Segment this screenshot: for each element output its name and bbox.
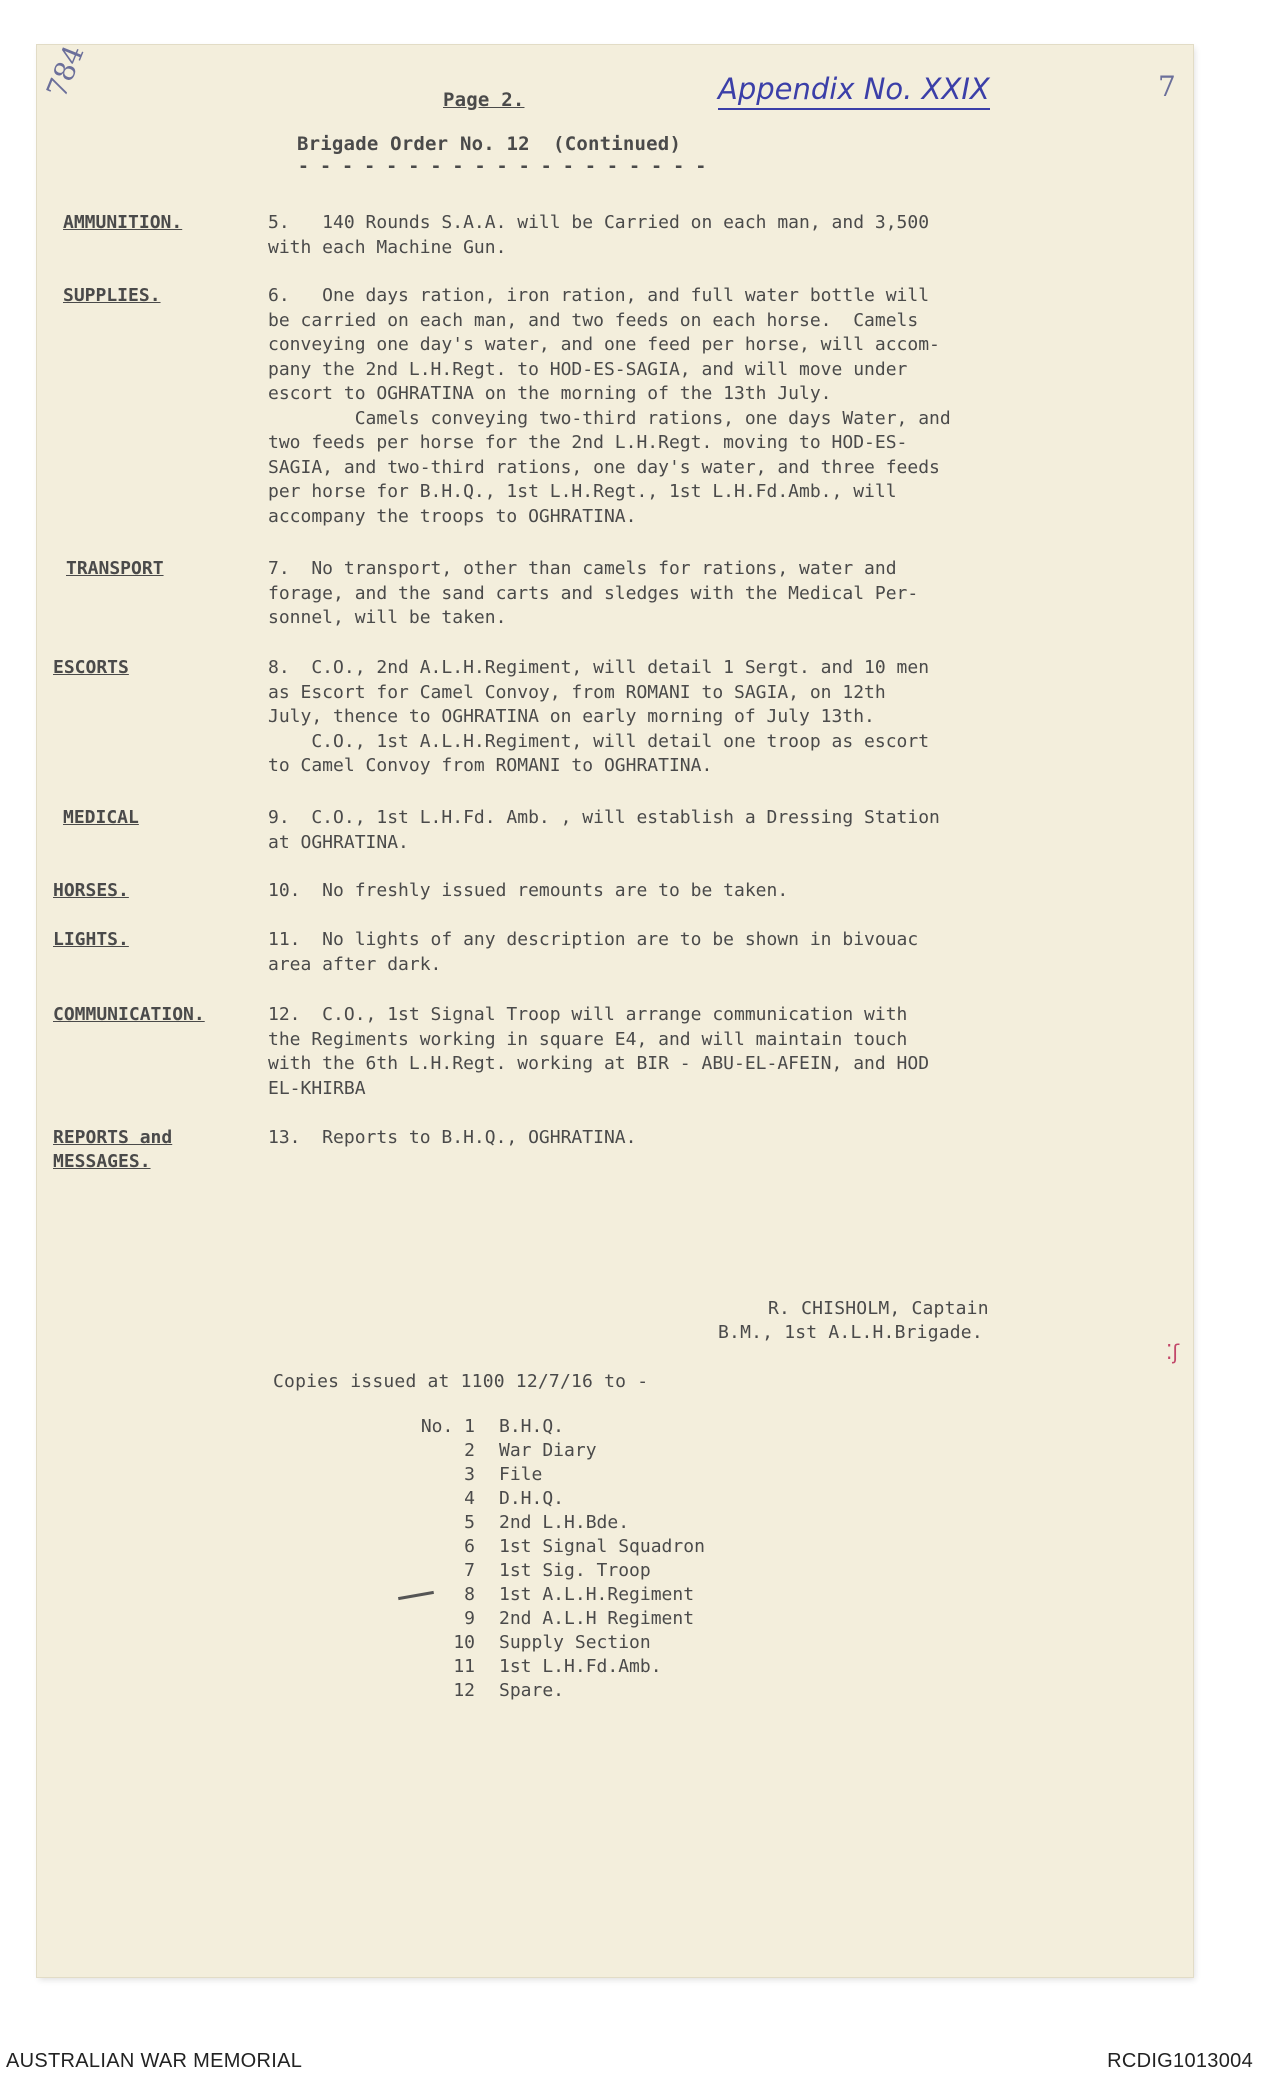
copy-number: 6 [464,1535,475,1557]
copy-number: 4 [464,1487,475,1509]
list-item [380,1654,705,1678]
list-item [380,1510,705,1534]
paragraph-6: 6. One days ration, iron ration, and full water bottle will be carried on each man, and two feeds on each horse. Camels conveying one day's water, and one feed per horse, will accom- pany the 2nd L.H.Regt. to HOD-ES-SAGIA, and will move under escort to OGHRATINA on the morning of the 13th July. Camels conveying two-third rations, one days Water, and two feeds per horse for the 2nd L.H.Regt. moving to HOD-ES- SAGIA, and two-third rations, one day's water, and three feeds per horse for B.H.Q., 1st L.H.Regt., 1st L.H.Fd.Amb., will accompany the troops to OGHRATINA. [268,285,951,527]
copy-recipient: D.H.Q. [499,1487,565,1509]
folio-number-right: 7 [1158,70,1176,103]
label-reports-and-messages: REPORTS and MESSAGES. [53,1127,173,1172]
copies-intro: Copies issued at 1100 12/7/16 to - [273,1371,649,1392]
footer-source: AUSTRALIAN WAR MEMORIAL [6,2050,303,2072]
list-item [380,1630,705,1654]
copy-number: No. 1 [420,1415,475,1437]
paragraph-10: 10. No freshly issued remounts are to be taken. [268,880,789,901]
copy-recipient: Supply Section [499,1631,651,1653]
paragraph-12: 12. C.O., 1st Signal Troop will arrange communication with the Regiments working in square E4, and will maintain touch with the 6th L.H.Regt. working at BIR - ABU-EL-AFEIN, and HOD EL-KHIRBA [268,1004,930,1099]
label-supplies: SUPPLIES. [63,285,161,306]
copy-recipient: 1st A.L.H.Regiment [499,1583,695,1605]
folio-number-left: 784 [40,40,91,103]
document-title: Brigade Order No. 12 (Continued) [297,133,682,155]
copy-recipient: 2nd A.L.H Regiment [499,1607,695,1629]
copy-recipient: Spare. [499,1679,565,1701]
list-item [380,1534,705,1558]
list-item [380,1582,705,1606]
label-escorts: ESCORTS [53,657,129,678]
paragraph-11: 11. No lights of any description are to be shown in bivouac area after dark. [268,929,919,975]
label-communication: COMMUNICATION. [53,1004,205,1025]
list-item [380,1606,705,1630]
copy-number: 5 [464,1511,475,1533]
copy-recipient: 1st Signal Squadron [499,1535,705,1557]
paragraph-7: 7. No transport, other than camels for rations, water and forage, and the sand carts and sledges with the Medical Per- sonnel, will be taken. [268,558,919,628]
copy-recipient: 2nd L.H.Bde. [499,1511,630,1533]
label-lights: LIGHTS. [53,929,129,950]
copy-number: 8 [464,1583,475,1605]
distribution-list [380,1414,705,1702]
title-dashes: - - - - - - - - - - - - - - - - - - - [298,156,707,177]
paragraph-5: 5. 140 Rounds S.A.A. will be Carried on each man, and 3,500 with each Machine Gun. [268,212,930,258]
paragraph-13: 13. Reports to B.H.Q., OGHRATINA. [268,1127,637,1148]
label-transport: TRANSPORT [66,558,164,579]
list-item [380,1558,705,1582]
copy-recipient: 1st Sig. Troop [499,1559,651,1581]
label-medical: MEDICAL [63,807,139,828]
list-item [380,1462,705,1486]
paragraph-9: 9. C.O., 1st L.H.Fd. Amb. , will establish a Dressing Station at OGHRATINA. [268,807,940,853]
copy-recipient: War Diary [499,1439,597,1461]
copy-number: 9 [464,1607,475,1629]
copy-number: 7 [464,1559,475,1581]
label-horses: HORSES. [53,880,129,901]
list-item [380,1438,705,1462]
paragraph-8: 8. C.O., 2nd A.L.H.Regiment, will detail 1 Sergt. and 10 men as Escort for Camel Convoy, from ROMANI to SAGIA, on 12th July, thence to OGHRATINA on early morning of July 13th. C.O., 1st A.L.H.Regiment, will detail one troop as escort to Camel Convoy from ROMANI to OGHRATINA. [268,657,930,776]
copy-number: 2 [464,1439,475,1461]
list-item [380,1414,705,1438]
label-ammunition: AMMUNITION. [63,212,183,233]
list-item [380,1486,705,1510]
copy-number: 11 [453,1655,475,1677]
list-item [380,1678,705,1702]
red-ink-mark: ⁚ʃ [1166,1340,1180,1364]
copy-number: 3 [464,1463,475,1485]
copy-recipient: File [499,1463,543,1485]
copy-number: 10 [453,1631,475,1653]
footer-catalogue-id: RCDIG1013004 [1107,2050,1253,2072]
signature-title: B.M., 1st A.L.H.Brigade. [718,1322,983,1343]
copy-recipient: 1st L.H.Fd.Amb. [499,1655,662,1677]
copy-recipient: B.H.Q. [499,1415,565,1437]
appendix-annotation: Appendix No. XXIX [718,72,990,110]
signature-name: R. CHISHOLM, Captain [768,1298,989,1319]
copy-number: 12 [453,1679,475,1701]
page-number: Page 2. [443,89,525,111]
